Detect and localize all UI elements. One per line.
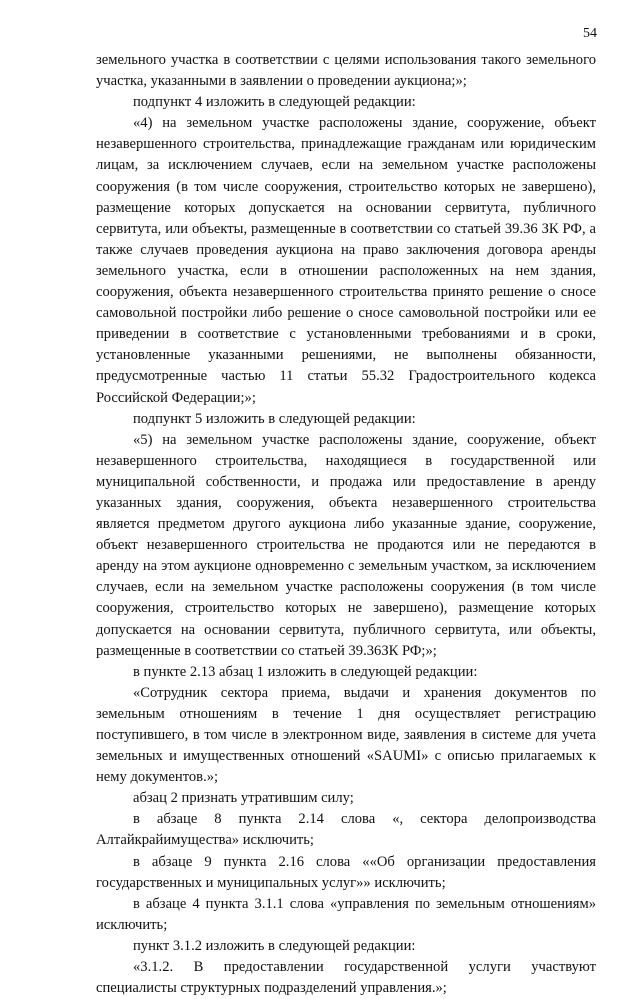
paragraph: в абзаце 9 пункта 2.16 слова ««Об организации предоставления государственных и муниципальных услуг»» исключить; bbox=[96, 853, 596, 891]
paragraph: земельного участка в соответствии с целями использования такого земельного участка, указанными в заявлении о проведении аукциона;»; bbox=[96, 52, 596, 90]
document-body bbox=[96, 50, 596, 999]
paragraph: в пункте 2.13 абзац 1 изложить в следующей редакции: bbox=[133, 663, 478, 680]
paragraph: пункт 3.1.2 изложить в следующей редакции: bbox=[133, 937, 416, 954]
paragraph: «3.1.2. В предоставлении государственной услуги участвуют специалисты структурных подразделений управления.»; bbox=[96, 959, 596, 997]
paragraph: абзац 2 признать утратившим силу; bbox=[133, 790, 354, 807]
paragraph: «Сотрудник сектора приема, выдачи и хранения документов по земельным отношениям в течение 1 дня осуществляет регистрацию поступившего, в том числе в электронном виде, заявления в системе для учета земельных и имущественных отношений «SAUMI» с описью прилагаемых к нему документов.»; bbox=[96, 684, 596, 786]
paragraph: «4) на земельном участке расположены здание, сооружение, объект незавершенного строительства, принадлежащие гражданам или юридическим лицам, за исключением случаев, если на земельном участке расположены сооружения (в том числе сооружения, строительство которых не завершено), размещение которых допускается на основании сервитута, публичного сервитута, или объекты, размещенные в соответствии со статьей 39.36 ЗК РФ, а также случаев проведения аукциона на право заключения договора аренды земельного участка, если в отношении расположенных на нем здания, сооружения, объекта незавершенного строительства принято решение о сносе самовольной постройки либо решение о сносе самовольной постройки или ее приведении в соответствие с установленными требованиями и в сроки, установленные указанными решениями, не выполнены обязанности, предусмотренные частью 11 статьи 55.32 Градостроительного кодекса Российской Федерации;»; bbox=[96, 115, 596, 406]
paragraph: в абзаце 4 пункта 3.1.1 слова «управления по земельным отношениям» исключить; bbox=[96, 895, 596, 933]
page-number: 54 bbox=[583, 26, 597, 41]
paragraph: в абзаце 8 пункта 2.14 слова «, сектора делопроизводства Алтайкрайимущества» исключить; bbox=[96, 811, 596, 849]
paragraph: «5) на земельном участке расположены здание, сооружение, объект незавершенного строительства, находящиеся в государственной или муниципальной собственности, и продажа или предоставление в аренду указанных здания, сооружения, объекта незавершенного строительства является предметом другого аукциона либо указанные здание, сооружение, объект незавершенного строительства не продаются или не передаются в аренду на этом аукционе одновременно с земельным участком, за исключением случаев, если на земельном участке расположены сооружения (в том числе сооружения, строительство которых не завершено), размещение которых допускается на основании сервитута, публичного сервитута, или объекты, размещенные в соответствии со статьей 39.36ЗК РФ;»; bbox=[96, 431, 596, 659]
paragraph: подпункт 5 изложить в следующей редакции: bbox=[133, 410, 416, 427]
paragraph: подпункт 4 изложить в следующей редакции: bbox=[133, 94, 416, 111]
